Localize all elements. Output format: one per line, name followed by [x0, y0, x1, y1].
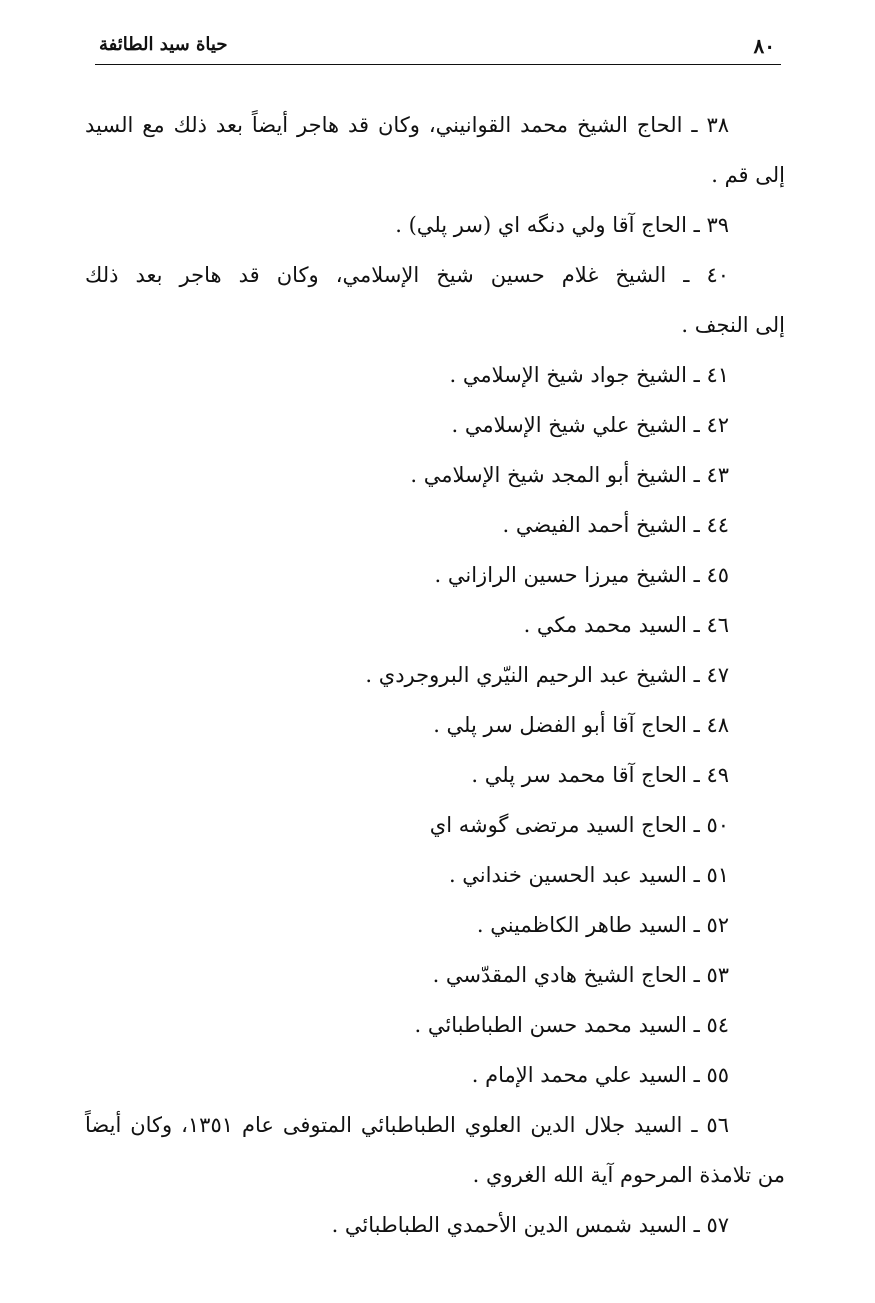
list-item-48: ٤٨ ـ الحاج آقا أبو الفضل سر پلي . — [85, 700, 785, 750]
list-item-46: ٤٦ ـ السيد محمد مكي . — [85, 600, 785, 650]
list-item-41: ٤١ ـ الشيخ جواد شيخ الإسلامي . — [85, 350, 785, 400]
running-title: حياة سيد الطائفة — [99, 34, 228, 55]
list-item-38: ٣٨ ـ الحاج الشيخ محمد القوانيني، وكان قد هاجر أيضاً بعد ذلك مع السيد — [85, 100, 785, 150]
item-text: الحاج آقا أبو الفضل سر پلي . — [433, 713, 687, 737]
item-text: الحاج الشيخ محمد القوانيني، وكان قد هاجر أيضاً بعد ذلك مع السيد — [85, 113, 683, 137]
item-number: ٥٥ — [706, 1063, 729, 1087]
item-number: ٣٩ — [706, 213, 729, 237]
item-text: الحاج الشيخ هادي المقدّسي . — [432, 963, 687, 987]
list-item-45: ٤٥ ـ الشيخ ميرزا حسين الرازاني . — [85, 550, 785, 600]
item-text: السيد محمد حسن الطباطبائي . — [414, 1013, 687, 1037]
item-number: ٥١ — [706, 863, 729, 887]
page-header — [95, 30, 781, 65]
item-text: الشيخ أحمد الفيضي . — [502, 513, 687, 537]
list-item-47: ٤٧ ـ الشيخ عبد الرحيم النيّري البروجردي . — [85, 650, 785, 700]
item-text: السيد شمس الدين الأحمدي الطباطبائي . — [331, 1213, 687, 1237]
item-number: ٥٦ — [706, 1113, 729, 1137]
list-item-57: ٥٧ ـ السيد شمس الدين الأحمدي الطباطبائي . — [85, 1200, 785, 1250]
item-number: ٥٣ — [706, 963, 729, 987]
list-item-42: ٤٢ ـ الشيخ علي شيخ الإسلامي . — [85, 400, 785, 450]
item-text: الحاج آقا ولي دنگه اي (سر پلي) . — [395, 213, 687, 237]
page-body — [85, 100, 785, 1250]
item-number: ٤٧ — [706, 663, 729, 687]
item-number: ٤١ — [706, 363, 729, 387]
item-text: السيد محمد مكي . — [523, 613, 687, 637]
list-item-40-continuation: إلى النجف . — [681, 313, 785, 337]
item-text: السيد طاهر الكاظميني . — [476, 913, 687, 937]
list-item-49: ٤٩ ـ الحاج آقا محمد سر پلي . — [85, 750, 785, 800]
list-item-50: ٥٠ ـ الحاج السيد مرتضى گوشه اي — [85, 800, 785, 850]
item-number: ٥٧ — [706, 1213, 729, 1237]
item-text: الشيخ ميرزا حسين الرازاني . — [434, 563, 687, 587]
item-number: ٤٥ — [706, 563, 729, 587]
list-item-38-continuation: إلى قم . — [711, 163, 785, 187]
item-text: الحاج آقا محمد سر پلي . — [471, 763, 687, 787]
item-number: ٤٤ — [706, 513, 729, 537]
item-text: السيد جلال الدين العلوي الطباطبائي المتوفى عام ١٣٥١، وكان أيضاً — [85, 1113, 683, 1137]
list-item-43: ٤٣ ـ الشيخ أبو المجد شيخ الإسلامي . — [85, 450, 785, 500]
list-item-56-continuation: من تلامذة المرحوم آية الله الغروي . — [472, 1163, 785, 1187]
item-text: الشيخ أبو المجد شيخ الإسلامي . — [410, 463, 687, 487]
item-number: ٤٠ — [706, 263, 729, 287]
item-text: الشيخ عبد الرحيم النيّري البروجردي . — [365, 663, 687, 687]
list-item-51: ٥١ ـ السيد عبد الحسين خنداني . — [85, 850, 785, 900]
list-item-56: ٥٦ ـ السيد جلال الدين العلوي الطباطبائي المتوفى عام ١٣٥١، وكان أيضاً — [85, 1100, 785, 1150]
list-item-44: ٤٤ ـ الشيخ أحمد الفيضي . — [85, 500, 785, 550]
item-number: ٤٣ — [706, 463, 729, 487]
list-item-55: ٥٥ ـ السيد علي محمد الإمام . — [85, 1050, 785, 1100]
list-item-54: ٥٤ ـ السيد محمد حسن الطباطبائي . — [85, 1000, 785, 1050]
item-text: السيد علي محمد الإمام . — [471, 1063, 687, 1087]
item-number: ٤٢ — [706, 413, 729, 437]
item-text: الشيخ علي شيخ الإسلامي . — [451, 413, 687, 437]
item-text: السيد عبد الحسين خنداني . — [448, 863, 687, 887]
item-number: ٥٠ — [706, 813, 729, 837]
item-text: الشيخ غلام حسين شيخ الإسلامي، وكان قد هاجر بعد ذلك — [85, 263, 667, 287]
item-text: الشيخ جواد شيخ الإسلامي . — [449, 363, 687, 387]
item-number: ٥٢ — [706, 913, 729, 937]
item-number: ٣٨ — [706, 113, 729, 137]
item-number: ٥٤ — [706, 1013, 729, 1037]
item-number: ٤٨ — [706, 713, 729, 737]
list-item-52: ٥٢ ـ السيد طاهر الكاظميني . — [85, 900, 785, 950]
item-number: ٤٩ — [706, 763, 729, 787]
item-text: الحاج السيد مرتضى گوشه اي — [429, 813, 687, 837]
list-item-40: ٤٠ ـ الشيخ غلام حسين شيخ الإسلامي، وكان قد هاجر بعد ذلك — [85, 250, 785, 300]
item-number: ٤٦ — [706, 613, 729, 637]
page-number: ٨٠ — [753, 34, 775, 58]
list-item-39: ٣٩ ـ الحاج آقا ولي دنگه اي (سر پلي) . — [85, 200, 785, 250]
list-item-53: ٥٣ ـ الحاج الشيخ هادي المقدّسي . — [85, 950, 785, 1000]
